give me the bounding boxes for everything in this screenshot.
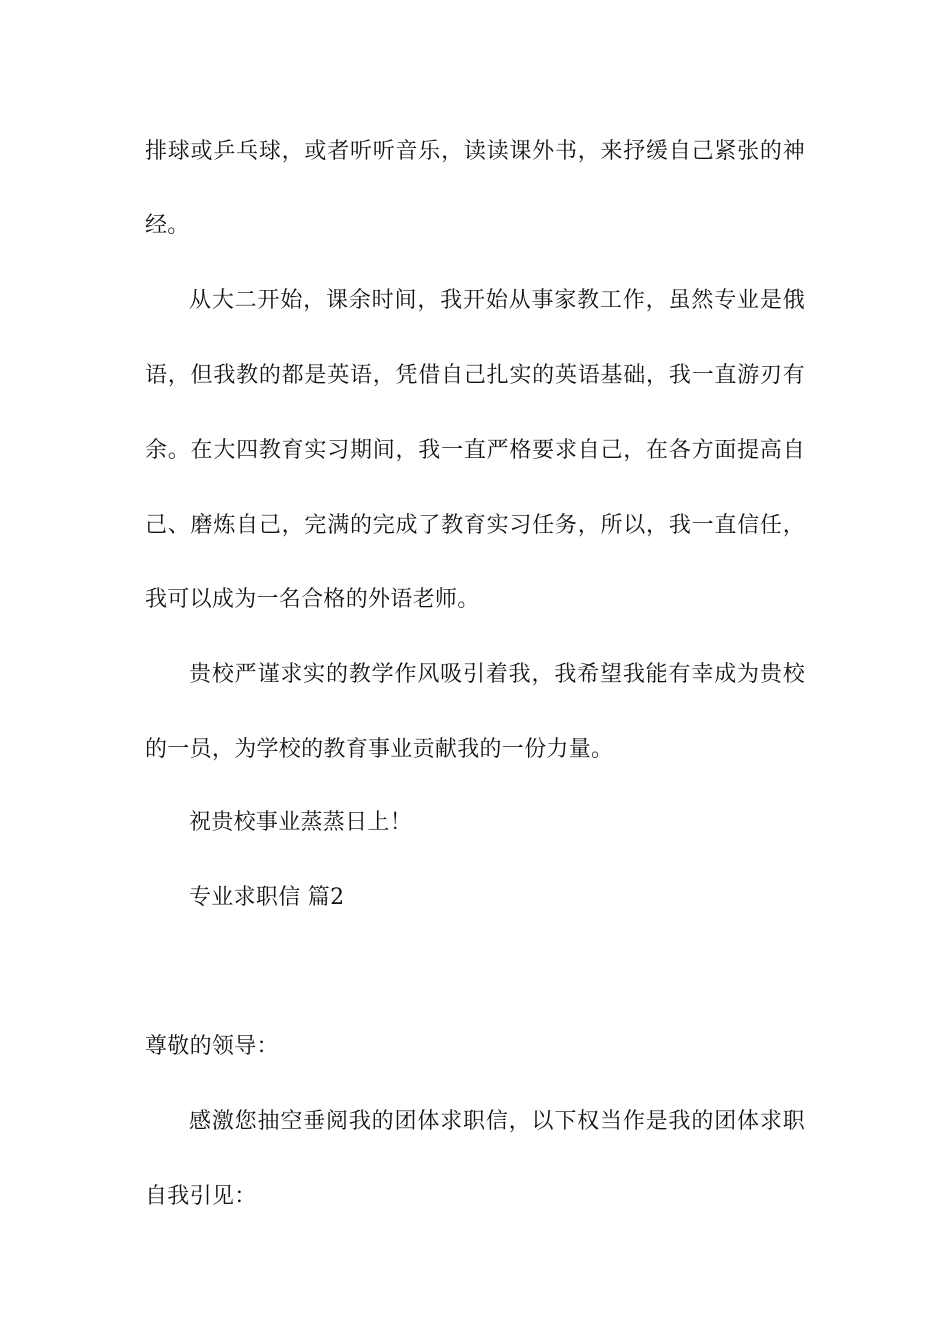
- salutation: 尊敬的领导：: [145, 1034, 279, 1059]
- paragraph-line: 己、磨炼自己，完满的完成了教育实习任务，所以，我一直信任，: [145, 513, 805, 538]
- paragraph-line: 我可以成为一名合格的外语老师。: [145, 587, 480, 612]
- section-heading: 专业求职信 篇2: [189, 885, 345, 910]
- paragraph-line: 感激您抽空垂阅我的团体求职信，以下权当作是我的团体求职: [189, 1109, 805, 1134]
- paragraph-line: 贵校严谨求实的教学作风吸引着我，我希望我能有幸成为贵校: [189, 662, 805, 687]
- paragraph-line: 排球或乒乓球，或者听听音乐，读读课外书，来抒缓自己紧张的神: [145, 139, 805, 164]
- closing-wish: 祝贵校事业蒸蒸日上！: [189, 810, 413, 835]
- paragraph-line: 自我引见：: [145, 1184, 257, 1209]
- paragraph-line: 经。: [145, 213, 190, 238]
- paragraph-line: 余。在大四教育实习期间，我一直严格要求自己，在各方面提高自: [145, 438, 805, 463]
- paragraph-line: 的一员，为学校的教育事业贡献我的一份力量。: [145, 737, 614, 762]
- paragraph-line: 语，但我教的都是英语，凭借自己扎实的英语基础，我一直游刃有: [145, 363, 805, 388]
- paragraph-line: 从大二开始，课余时间，我开始从事家教工作，虽然专业是俄: [189, 288, 805, 313]
